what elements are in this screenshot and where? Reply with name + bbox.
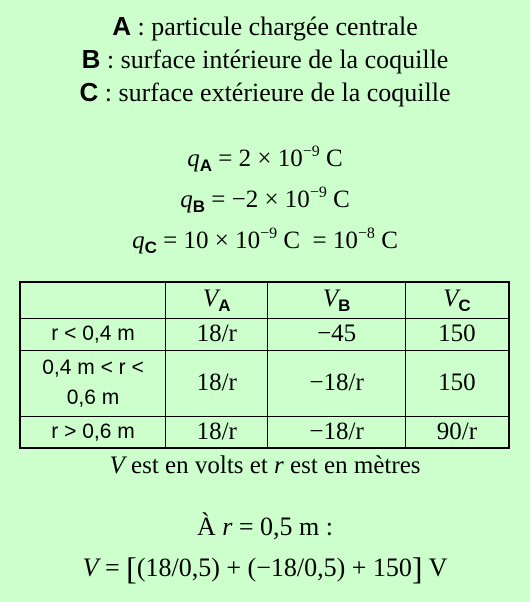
- header-symbol: V: [202, 284, 219, 312]
- header-vb: [268, 282, 405, 318]
- charge-unit: C: [326, 186, 350, 213]
- charge-symbol: q: [132, 227, 145, 254]
- cell-va: 18/r: [166, 318, 268, 350]
- definitions-block: [0, 10, 530, 109]
- note-v: V: [109, 452, 125, 479]
- cell-vc: 150: [405, 318, 509, 350]
- definition-key: C: [79, 77, 99, 107]
- calc-value: = 0,5 m :: [232, 512, 334, 541]
- header-symbol: V: [443, 284, 459, 312]
- definition-key: B: [81, 44, 101, 74]
- calc-equals: =: [98, 553, 127, 582]
- cell-vb: −45: [268, 318, 405, 350]
- charge-value: = −2 × 10: [205, 186, 310, 213]
- charge-exponent: −9: [309, 184, 327, 201]
- charge-unit: C: [319, 145, 343, 172]
- definition-b: [0, 43, 530, 76]
- charge-value: = 2 × 10: [212, 145, 303, 172]
- charge-symbol: q: [180, 186, 193, 213]
- charge-qb: [0, 183, 530, 224]
- charge-exponent-2: −8: [357, 225, 375, 242]
- note-r: r: [274, 452, 284, 479]
- calc-prefix: À: [196, 512, 223, 541]
- definition-c: [0, 76, 530, 109]
- header-subscript: B: [338, 295, 351, 315]
- table-row: [20, 318, 509, 350]
- table-corner-cell: [20, 282, 166, 318]
- unit-note: [0, 452, 530, 480]
- charge-subscript: A: [199, 156, 213, 175]
- charge-value: = 10 × 10: [156, 227, 261, 254]
- table-row: [20, 416, 509, 448]
- cell-vc: 150: [405, 350, 509, 416]
- charge-subscript: C: [144, 238, 157, 257]
- calc-close-bracket: ]: [411, 550, 423, 586]
- header-symbol: V: [322, 284, 339, 312]
- calc-var-r: r: [222, 512, 233, 541]
- calc-unit: V: [422, 553, 448, 582]
- charge-qc: [0, 224, 530, 265]
- charges-block: [0, 142, 530, 265]
- charge-exponent: −9: [302, 143, 320, 160]
- definition-text: : particule chargée centrale: [130, 12, 418, 41]
- definition-a: [0, 10, 530, 43]
- row-label: r > 0,6 m: [20, 416, 166, 448]
- note-end: est en mètres: [283, 452, 421, 479]
- charge-subscript: B: [192, 197, 205, 216]
- calculation-line-2: [0, 550, 530, 587]
- definition-key: A: [112, 11, 131, 41]
- header-subscript: C: [458, 295, 471, 315]
- charge-symbol: q: [187, 145, 200, 172]
- cell-vb: −18/r: [268, 416, 405, 448]
- header-va: [166, 282, 268, 318]
- cell-vc: 90/r: [405, 416, 509, 448]
- header-subscript: A: [218, 295, 231, 315]
- charge-exponent: −9: [260, 225, 278, 242]
- charge-unit-2: C: [374, 227, 398, 254]
- calc-open-bracket: [: [126, 550, 137, 586]
- definition-text: : surface extérieure de la coquille: [98, 78, 451, 107]
- row-label: 0,4 m < r < 0,6 m: [20, 350, 166, 416]
- calculation-line-1: [0, 512, 530, 542]
- row-label: r < 0,4 m: [20, 318, 166, 350]
- definition-text: : surface intérieure de la coquille: [100, 45, 449, 74]
- charge-unit: C = 10: [277, 227, 358, 254]
- charge-qa: [0, 142, 530, 183]
- cell-va: 18/r: [166, 350, 268, 416]
- calc-var-v: V: [82, 553, 99, 582]
- potential-table: [19, 281, 510, 449]
- header-vc: [405, 282, 509, 318]
- cell-vb: −18/r: [268, 350, 405, 416]
- calc-expression: (18/0,5) + (−18/0,5) + 150: [136, 553, 412, 582]
- cell-va: 18/r: [166, 416, 268, 448]
- table-header-row: [20, 282, 509, 318]
- note-middle: est en volts et: [124, 452, 275, 479]
- table-row: [20, 350, 509, 416]
